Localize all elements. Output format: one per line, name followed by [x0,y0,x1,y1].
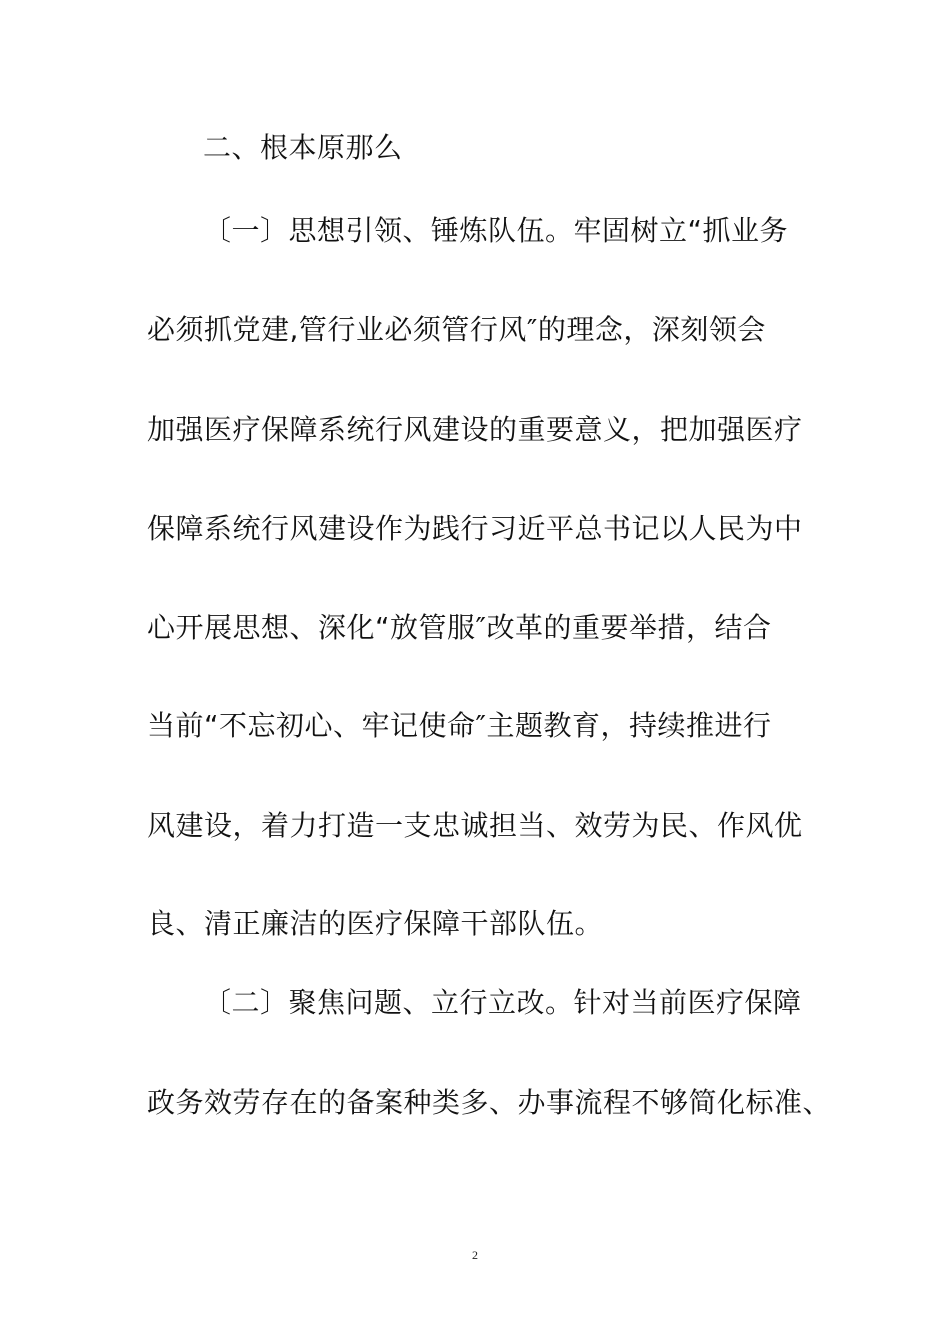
page-number: 2 [472,1248,478,1262]
paragraph-line: 良、清正廉洁的医疗保障干部队伍。 [147,907,604,940]
paragraph-line: 风建设，着力打造一支忠诚担当、效劳为民、作风优 [147,809,803,842]
paragraph-line: 心开展思想、深化“放管服″改革的重要举措，结合 [147,611,772,644]
paragraph-line: 政务效劳存在的备案种类多、办事流程不够简化标准、 [147,1086,832,1119]
paragraph-line: 〔一〕思想引领、锤炼队伍。牢固树立“抓业务 [203,214,789,247]
paragraph-line: 必须抓党建,管行业必须管行风″的理念，深刻领会 [147,313,766,346]
paragraph-line: 〔二〕聚焦问题、立行立改。针对当前医疗保障 [203,986,802,1019]
paragraph-line: 保障系统行风建设作为践行习近平总书记以人民为中 [147,512,803,545]
section-heading: 二、根本原那么 [203,131,403,164]
paragraph-line: 加强医疗保障系统行风建设的重要意义，把加强医疗 [147,413,803,446]
paragraph-line: 当前“不忘初心、牢记使命″主题教育，持续推进行 [147,709,772,742]
